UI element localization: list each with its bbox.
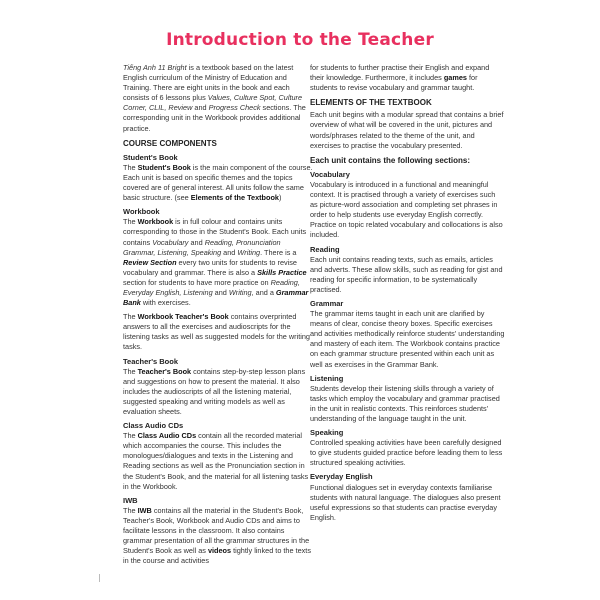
iwb-text: The IWB contains all the material in the Student's Book, Teacher's Book, Workbook and Audio CDs and aims to facilitate lessons in the classroom. It also contains grammar presentation of all the grammar structures in the Student's Book as well as videos tightly linked to the texts in the course and activities <box>123 505 311 566</box>
course-components-heading: COURSE COMPONENTS <box>123 138 217 148</box>
reading-heading: Reading <box>310 244 340 254</box>
class-audio-text: The Class Audio CDs contain all the recorded material which accompanies the course. This includes the monologues/dialogues and texts in the Listening and Reading sections as well as the Pronunciation section in the Student's Book, and the material for all listening tasks in the Workbook. <box>123 431 309 491</box>
workbook-teachers-book-text: The Workbook Teacher's Book contains overprinted answers to all the exercises and audioscripts for the listening tasks as well as suggested models for the writing tasks. <box>123 312 310 352</box>
class-audio-heading: Class Audio CDs <box>123 421 184 431</box>
everyday-english-text: Functional dialogues set in everyday contexts familiarise students with natural language. The dialogues also present useful expressions so that students can practise everyday English. <box>310 482 501 522</box>
everyday-english-heading: Everyday English <box>310 472 373 482</box>
elements-heading: ELEMENTS OF THE TEXTBOOK <box>310 98 432 108</box>
grammar-text: The grammar items taught in each unit are clarified by means of clear, concise theory boxes. Specific exercises and activities methodically reinforce students' understanding and mastery of each item. The Workbook contains practice on each grammar structure presented within each unit as well as exercises in the Grammar Bank. <box>310 309 505 369</box>
workbook-text: The Workbook is in full colour and contains units corresponding to those in the Student's Book. Each units contains Vocabulary and Reading, Pronunciation Grammar, Listening, Speaking and Writing. There is a Review Section every two units for students to revise vocabulary and grammar. There is also a Skills Practice section for students to have more practice on Reading, Everyday English, Listening and Writing, and a Grammar Bank with exercises. <box>123 217 309 308</box>
right-column <box>310 63 505 527</box>
teachers-book-text: The Teacher's Book contains step-by-step lesson plans and suggestions on how to present the material. It also includes the audioscripts of all the listening material, suggested speaking and writing models as well as evaluation sheets. <box>123 366 306 416</box>
sections-intro: Each unit contains the following sections: <box>310 155 471 165</box>
vocabulary-heading: Vocabulary <box>310 169 350 179</box>
iwb-heading: IWB <box>123 495 138 505</box>
students-book-heading: Student's Book <box>123 152 178 162</box>
intro-paragraph: Tiếng Anh 11 Bright is a textbook based on the latest English curriculum of the Ministry of Education and Training. There are eight units in the book and each consists of 6 lessons plus Values, Culture Spot, Culture Corner, CLIL, Review and Progress Check sections. The corresponding unit in the Workbook provides additional practice. <box>123 63 306 133</box>
workbook-heading: Workbook <box>123 207 160 217</box>
speaking-heading: Speaking <box>310 428 344 438</box>
students-book-text: The Student's Book is the main component of the course. Each unit is based on specific themes and the topics covered are of general interest. All units follow the same basic structure. (see Elements of the Textbook) <box>123 162 313 203</box>
margin-mark <box>99 574 100 582</box>
left-column <box>123 63 313 570</box>
teachers-book-heading: Teacher's Book <box>123 356 178 366</box>
speaking-text: Controlled speaking activities have been carefully designed to give students guided practice before leading them to less structured speaking activities. <box>310 438 503 468</box>
iwb-continued-text: for students to further practise their English and expand their knowledge. Furthermore, it includes games for students to revise vocabulary and grammar taught. <box>310 63 490 93</box>
grammar-heading: Grammar <box>310 298 344 308</box>
page-title: Introduction to the Teacher <box>166 30 434 50</box>
listening-text: Students develop their listening skills through a variety of tasks which employ the vocabulary and grammar practised in the unit in realistic contexts. This reinforces students' understanding of the language taught in the unit. <box>310 383 500 423</box>
elements-text: Each unit begins with a modular spread that contains a brief overview of what will be covered in the unit, pictures and words/phrases related to the theme of the unit, and exercises to practise the vocabulary presented. <box>310 110 504 150</box>
vocabulary-text: Vocabulary is introduced in a functional and meaningful context. It is practised through a variety of exercises such as picture-word association and completing set phrases in order to help students use everyday English correctly. Practice on topic related vocabulary and collocations is also included. <box>310 179 503 240</box>
reading-text: Each unit contains reading texts, such as emails, articles and adverts. These allow skills, such as reading for gist and reading for specific information, to be systematically practised. <box>310 254 503 294</box>
listening-heading: Listening <box>310 373 344 383</box>
